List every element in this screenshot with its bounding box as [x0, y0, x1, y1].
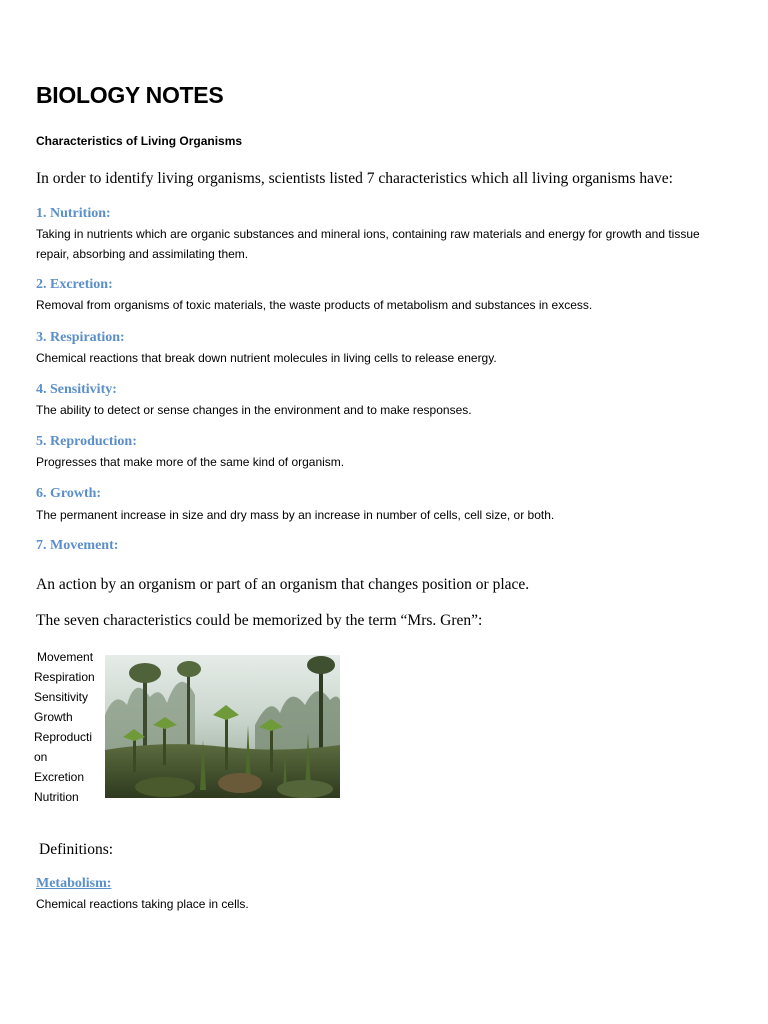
document-subtitle: Characteristics of Living Organisms: [36, 134, 243, 148]
intro-paragraph: In order to identify living organisms, scientists listed 7 characteristics which all living organisms have:: [36, 170, 673, 187]
characteristic-heading-reproduction: 5. Reproduction:: [36, 434, 137, 449]
mnemonic-item: Nutrition: [34, 790, 79, 804]
characteristic-heading-movement: 7. Movement:: [36, 538, 119, 553]
mnemonic-item: Reproducti: [34, 730, 93, 744]
movement-description: An action by an organism or part of an organism that changes position or place.: [36, 576, 530, 593]
forest-photo: [105, 655, 340, 798]
mnemonic-intro: The seven characteristics could be memorized by the term “Mrs. Gren”:: [36, 612, 483, 629]
definitions-heading: Definitions:: [39, 841, 114, 858]
mnemonic-item: Movement: [37, 650, 94, 664]
characteristic-heading-nutrition: 1. Nutrition:: [36, 206, 111, 221]
mnemonic-item: Growth: [34, 710, 73, 724]
definition-description-metabolism: Chemical reactions taking place in cells.: [36, 897, 249, 911]
document-title: BIOLOGY NOTES: [36, 82, 224, 108]
mnemonic-list: [34, 647, 102, 807]
characteristic-description-excretion: Removal from organisms of toxic materials, the waste products of metabolism and substances in excess.: [36, 298, 593, 312]
characteristic-description-respiration: Chemical reactions that break down nutrient molecules in living cells to release energy.: [36, 351, 497, 365]
characteristic-heading-respiration: 3. Respiration:: [36, 330, 125, 345]
mnemonic-item: Sensitivity: [34, 690, 89, 704]
characteristic-heading-sensitivity: 4. Sensitivity:: [36, 382, 117, 397]
characteristic-heading-growth: 6. Growth:: [36, 486, 102, 501]
characteristic-description-sensitivity: The ability to detect or sense changes in the environment and to make responses.: [36, 403, 472, 417]
mnemonic-item: Respiration: [34, 670, 95, 684]
definition-term-metabolism[interactable]: Metabolism:: [36, 876, 112, 891]
characteristic-heading-excretion: 2. Excretion:: [36, 277, 113, 292]
characteristic-description-reproduction: Progresses that make more of the same kind of organism.: [36, 455, 345, 469]
characteristic-description-growth: The permanent increase in size and dry mass by an increase in number of cells, cell size, or both.: [36, 508, 555, 522]
mnemonic-item: on: [34, 750, 48, 764]
mnemonic-item: Excretion: [34, 770, 85, 784]
characteristic-description-nutrition: Taking in nutrients which are organic substances and mineral ions, containing raw materials and energy for growth and tissue repair, absorbing and assimilating them.: [36, 227, 700, 261]
